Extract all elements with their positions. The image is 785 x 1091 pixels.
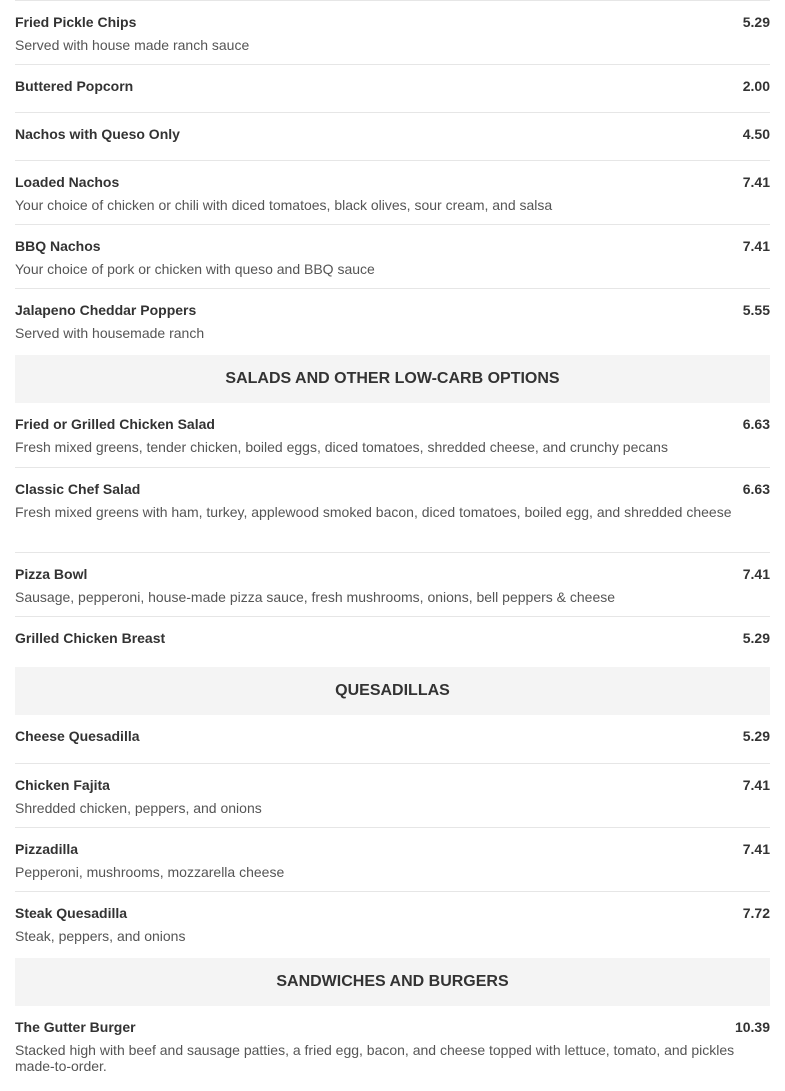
menu-item[interactable] xyxy=(15,891,770,955)
menu-item-header xyxy=(15,777,770,794)
menu-item[interactable] xyxy=(15,0,770,64)
menu-item-header xyxy=(15,238,770,255)
menu-item-name: Nachos with Queso Only xyxy=(15,126,180,142)
menu-item-description: Served with house made ranch sauce xyxy=(15,37,250,53)
menu-item-header xyxy=(15,1019,770,1036)
menu-item-price: 2.00 xyxy=(742,78,770,94)
menu-item-name: Jalapeno Cheddar Poppers xyxy=(15,302,197,318)
menu-item-name: Loaded Nachos xyxy=(15,174,120,190)
menu-item-price: 7.41 xyxy=(742,174,770,190)
menu-item[interactable] xyxy=(15,64,770,112)
menu-item[interactable] xyxy=(15,112,770,160)
menu-item-name: Pizzadilla xyxy=(15,841,79,857)
menu-item-price: 7.72 xyxy=(742,905,770,921)
menu-item[interactable] xyxy=(15,715,770,763)
menu-item-price: 6.63 xyxy=(742,481,770,497)
menu-item-description: Your choice of pork or chicken with queso and BBQ sauce xyxy=(15,261,375,277)
menu-item-price: 5.29 xyxy=(742,728,770,744)
menu-item[interactable] xyxy=(15,224,770,288)
menu-item-price: 5.55 xyxy=(742,302,770,318)
menu-item-name: Pizza Bowl xyxy=(15,566,88,582)
menu-item-name: Buttered Popcorn xyxy=(15,78,134,94)
menu-item-header xyxy=(15,841,770,858)
menu-item-price: 6.63 xyxy=(742,416,770,432)
menu-item-name: Grilled Chicken Breast xyxy=(15,630,166,646)
menu-item-name: Classic Chef Salad xyxy=(15,481,141,497)
menu-item[interactable] xyxy=(15,1006,770,1091)
menu-item-description: Sausage, pepperoni, house-made pizza sauce, fresh mushrooms, onions, bell peppers & cheese xyxy=(15,589,616,605)
menu-item-name: Fried or Grilled Chicken Salad xyxy=(15,416,215,432)
menu-item-header xyxy=(15,78,770,95)
menu-item-description: Your choice of chicken or chili with diced tomatoes, black olives, sour cream, and salsa xyxy=(15,197,553,213)
menu-item[interactable] xyxy=(15,827,770,891)
menu-item-price: 7.41 xyxy=(742,841,770,857)
menu-item-header xyxy=(15,416,770,433)
menu-item-description: Shredded chicken, peppers, and onions xyxy=(15,800,262,816)
menu-item-description: Fresh mixed greens, tender chicken, boiled eggs, diced tomatoes, shredded cheese, and crunchy pecans xyxy=(15,439,668,455)
menu-item[interactable] xyxy=(15,160,770,224)
menu-item-header xyxy=(15,14,770,31)
section-header: SANDWICHES AND BURGERS xyxy=(15,958,770,1006)
menu-item-price: 7.41 xyxy=(742,566,770,582)
menu-item-header xyxy=(15,905,770,922)
menu-item-price: 10.39 xyxy=(734,1019,770,1035)
menu-item-description: Steak, peppers, and onions xyxy=(15,928,186,944)
menu-item[interactable] xyxy=(15,403,770,467)
menu-item-description: Stacked high with beef and sausage patties, a fried egg, bacon, and cheese topped with lettuce, tomato, and pickles made-to-order. xyxy=(15,1042,735,1074)
menu-item-price: 7.41 xyxy=(742,238,770,254)
menu-item-description: Fresh mixed greens with ham, turkey, applewood smoked bacon, diced tomatoes, boiled egg, and shredded cheese xyxy=(15,504,732,520)
menu-item-header xyxy=(15,630,770,647)
menu-item[interactable] xyxy=(15,552,770,616)
menu-item-name: Fried Pickle Chips xyxy=(15,14,137,30)
menu-item-header xyxy=(15,566,770,583)
menu-item[interactable] xyxy=(15,288,770,352)
menu-item-price: 7.41 xyxy=(742,777,770,793)
menu-item-header xyxy=(15,728,770,745)
menu-item-price: 5.29 xyxy=(742,14,770,30)
menu-list xyxy=(15,0,770,1091)
menu-item-name: Steak Quesadilla xyxy=(15,905,128,921)
menu-item-name: The Gutter Burger xyxy=(15,1019,136,1035)
menu-item-name: Cheese Quesadilla xyxy=(15,728,140,744)
menu-item-description: Served with housemade ranch xyxy=(15,325,205,341)
menu-item-header xyxy=(15,174,770,191)
section-header: QUESADILLAS xyxy=(15,667,770,715)
menu-item-name: Chicken Fajita xyxy=(15,777,110,793)
menu-item[interactable] xyxy=(15,616,770,664)
menu-item-price: 4.50 xyxy=(742,126,770,142)
menu-item-header xyxy=(15,481,770,498)
menu-item-name: BBQ Nachos xyxy=(15,238,101,254)
menu-item-price: 5.29 xyxy=(742,630,770,646)
menu-item-header xyxy=(15,302,770,319)
menu-item[interactable] xyxy=(15,467,770,552)
menu-item-header xyxy=(15,126,770,143)
menu-item-description: Pepperoni, mushrooms, mozzarella cheese xyxy=(15,864,285,880)
section-header: SALADS AND OTHER LOW-CARB OPTIONS xyxy=(15,355,770,403)
menu-item[interactable] xyxy=(15,763,770,827)
